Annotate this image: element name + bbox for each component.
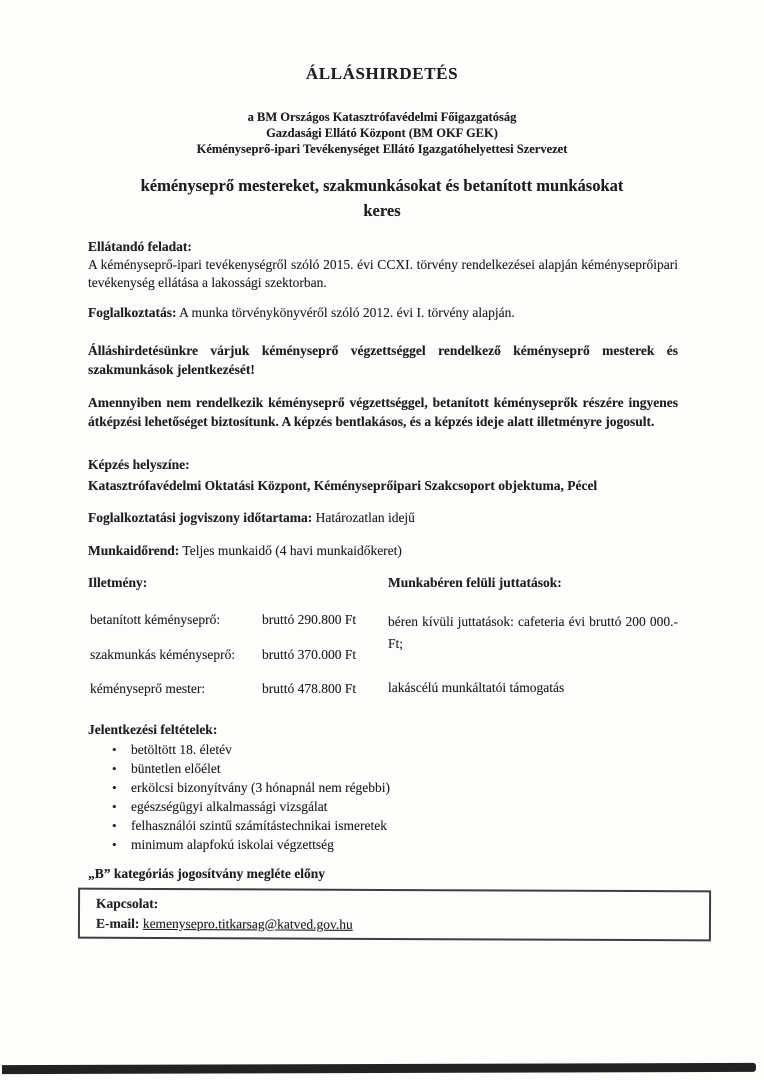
salary-position: szakmunkás kéményseprő: <box>90 646 236 662</box>
salary-section-label: Illetmény: <box>88 575 148 590</box>
requirement-item: • betöltött 18. életév <box>110 740 670 759</box>
training-location-value: Katasztrófavédelmi Oktatási Központ, Kéményseprőipari Szakcsoport objektuma, Pécel <box>88 478 598 493</box>
retraining-paragraph: Amennyiben nem rendelkezik kéményseprő végzettséggel, betanított kéményseprők részére ingyenes átképzési lehetőséget biztosítunk. A képzés bentlakásos, és a képzés ideje alatt illetményre jogosult. <box>88 395 678 429</box>
requirement-item: • büntetlen előélet <box>110 759 670 778</box>
requirement-item: • erkölcsi bizonyítvány (3 hónapnál nem régebbi) <box>110 778 670 797</box>
salary-row <box>90 612 390 647</box>
benefit-item: lakáscélú munkáltatói támogatás <box>388 680 565 695</box>
employment-body: A munka törvénykönyvéről szóló 2012. évi I. törvény alapján. <box>179 305 515 320</box>
email-label: E-mail: <box>95 915 140 931</box>
employment-line <box>88 304 678 322</box>
salary-amount: bruttó 370.000 Ft <box>262 646 357 662</box>
organization-line: Kéményseprő-ipari Tevékenységet Ellátó Igazgatóhelyettesi Szervezet <box>196 142 568 156</box>
job-headline <box>0 173 764 223</box>
contact-box <box>78 888 711 942</box>
organization-block <box>0 109 764 157</box>
schedule-label: Munkaidőrend: <box>88 543 180 558</box>
requirement-item: • minimum alapfokú iskolai végzettség <box>110 835 670 854</box>
task-section-label: Ellátandó feladat: <box>88 239 192 254</box>
requirements-section-label: Jelentkezési feltételek: <box>88 722 218 737</box>
employment-label: Foglalkoztatás: <box>88 305 177 320</box>
schedule-line <box>88 542 678 560</box>
salary-row <box>90 681 390 716</box>
invitation-paragraph: Álláshirdetésünkre várjuk kéményseprő végzettséggel rendelkező kéményseprő mesterek és szakmunkások jelentkezését! <box>88 343 678 377</box>
organization-line: a BM Országos Katasztrófavédelmi Főigazgatóság <box>247 110 517 124</box>
salary-amount: bruttó 478.800 Ft <box>262 681 357 696</box>
salary-position: kéményseprő mester: <box>90 681 206 696</box>
training-location-label: Képzés helyszíne: <box>88 457 190 472</box>
scan-artifact-bar <box>2 1063 756 1074</box>
page-title: ÁLLÁSHIRDETÉS <box>305 64 459 83</box>
duration-line <box>88 509 678 527</box>
email-link[interactable]: kemenysepro.titkarsag@katved.gov.hu <box>142 915 353 932</box>
advantage-line: „B” kategóriás jogosítvány megléte előny <box>88 866 325 881</box>
benefits-section-label: Munkabéren felüli juttatások: <box>388 575 562 590</box>
requirement-item: • felhasználói szintű számítástechnikai ismeretek <box>110 816 670 835</box>
organization-line: Gazdasági Ellátó Központ (BM OKF GEK) <box>266 126 498 140</box>
benefit-item: béren kívüli juttatások: cafeteria évi bruttó 200 000.- Ft; <box>388 614 678 651</box>
duration-label: Foglalkoztatási jogviszony időtartama: <box>88 510 313 525</box>
salary-position: betanított kéményseprő: <box>90 612 221 627</box>
contact-label: Kapcsolat: <box>96 895 159 911</box>
contact-email-line <box>96 914 709 937</box>
requirements-list <box>110 740 670 854</box>
schedule-value: Teljes munkaidő (4 havi munkaidőkeret) <box>182 543 402 558</box>
job-headline-line: keres <box>363 201 401 220</box>
job-headline-line: kéményseprő mestereket, szakmunkásokat és betanított munkásokat <box>140 176 624 195</box>
duration-value: Határozatlan idejű <box>315 510 415 525</box>
salary-row <box>90 647 390 682</box>
task-section-body: A kéményseprő-ipari tevékenységről szóló 2015. évi CCXI. törvény rendelkezései alapján kéményseprőipari tevékenység ellátása a lakossági szektorban. <box>88 257 678 290</box>
salary-table <box>90 612 390 716</box>
salary-amount: bruttó 290.800 Ft <box>262 612 357 627</box>
requirement-item: • egészségügyi alkalmassági vizsgálat <box>110 797 670 816</box>
